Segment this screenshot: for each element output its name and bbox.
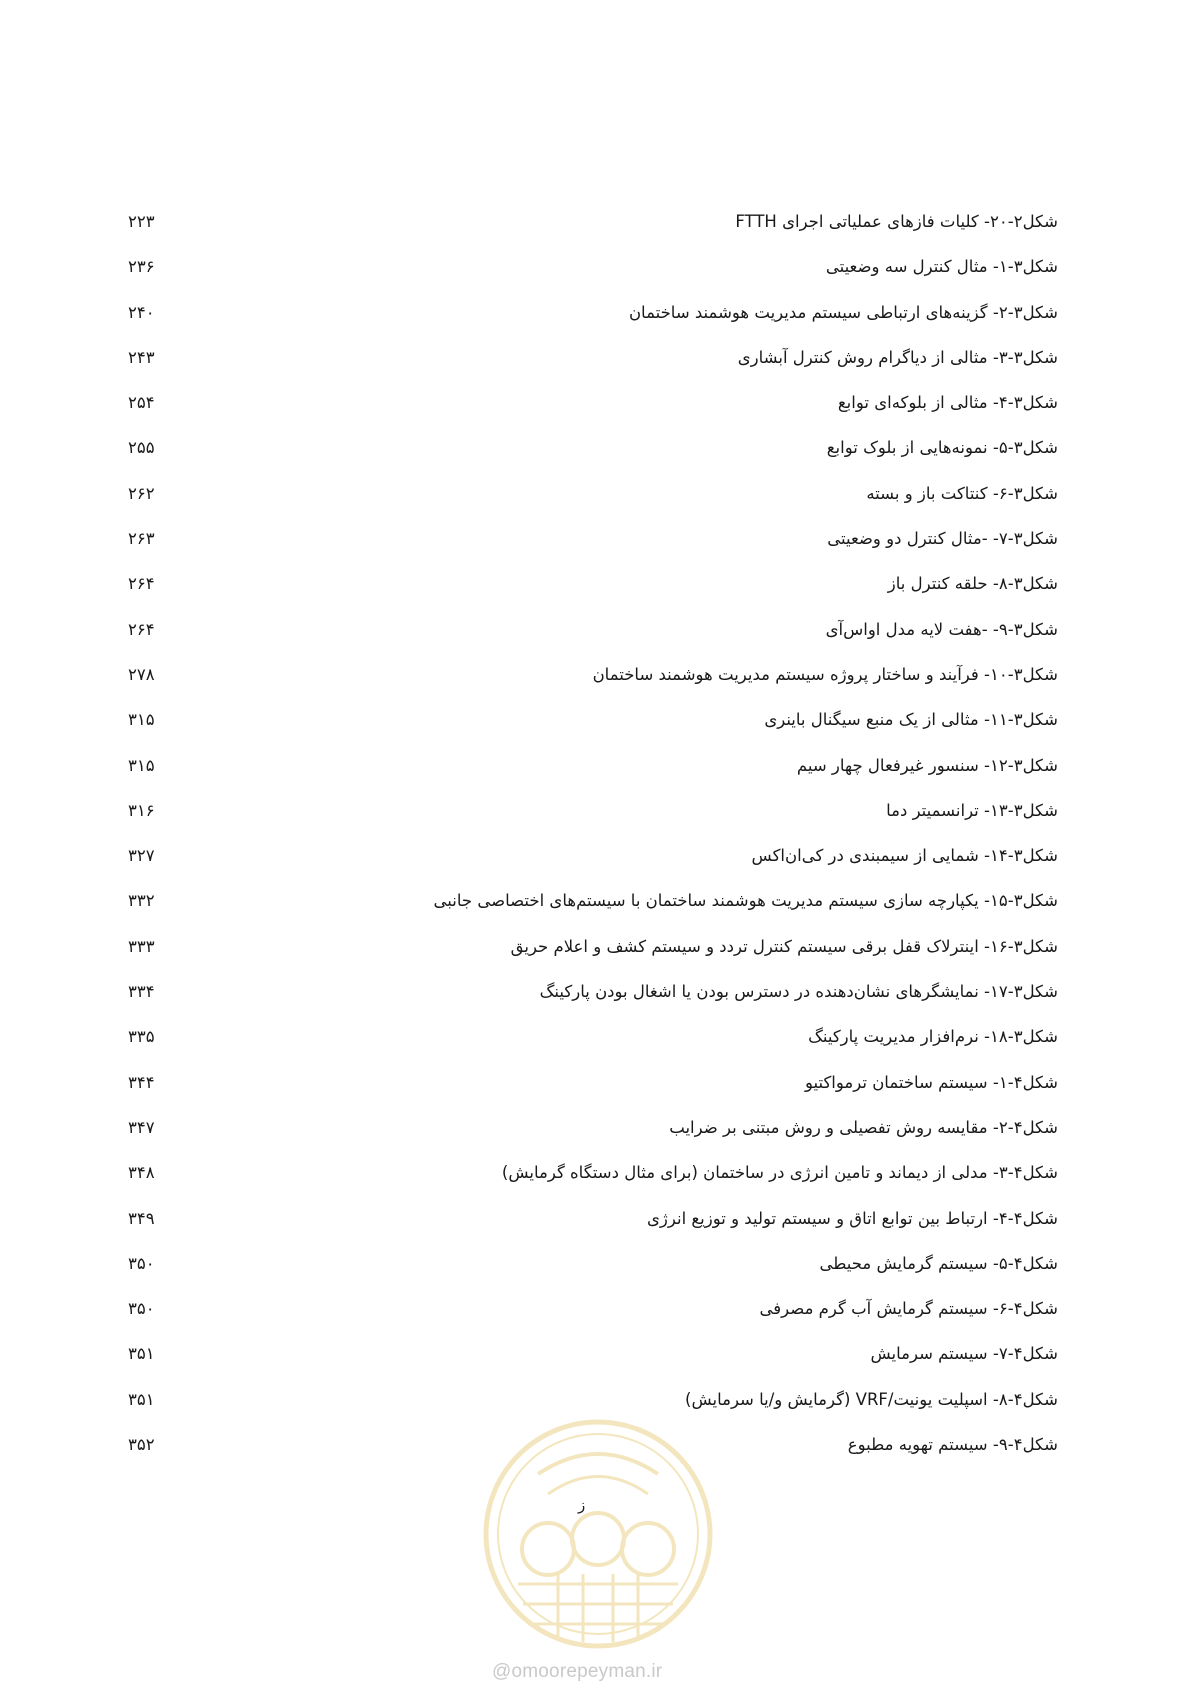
toc-page-number: ۳۱۶ xyxy=(128,800,155,820)
toc-page-number: ۳۳۲ xyxy=(128,891,155,911)
toc-row xyxy=(128,528,1058,573)
toc-page-number: ۲۴۰ xyxy=(128,302,155,322)
watermark-url: @omoorepeyman.ir xyxy=(492,1661,663,1682)
toc-page-number: ۳۱۵ xyxy=(128,710,155,730)
toc-row xyxy=(128,437,1058,482)
toc-title: شکل۳-۹- -هفت لایه مدل اواس‌آی xyxy=(825,619,1058,639)
toc-title: شکل۳-۱۸- نرم‌افزار مدیریت پارکینگ xyxy=(808,1027,1058,1047)
toc-title: شکل۲-۲۰- کلیات فازهای عملیاتی اجرای FTTH xyxy=(735,212,1058,231)
toc-page-number: ۲۵۴ xyxy=(128,393,155,413)
toc-row xyxy=(128,392,1058,437)
toc-page-number: ۳۳۴ xyxy=(128,982,155,1002)
toc-page-number: ۲۶۳ xyxy=(128,529,155,549)
toc-row xyxy=(128,845,1058,890)
watermark-logo xyxy=(478,1414,718,1654)
toc-title: شکل۴-۳- مدلی از دیماند و تامین انرژی در ساختمان (برای مثال دستگاه گرمایش) xyxy=(501,1163,1058,1183)
toc-title: شکل۴-۵- سیستم گرمایش محیطی xyxy=(819,1253,1058,1273)
toc-page-number: ۲۶۴ xyxy=(128,574,155,594)
toc-title: شکل۳-۱۷- نمایشگرهای نشان‌دهنده در دسترس بودن یا اشغال بودن پارکینگ xyxy=(539,982,1058,1002)
toc-title: شکل۳-۱۴- شمایی از سیمبندی در کی‌ان‌اکس xyxy=(751,846,1058,866)
toc-row xyxy=(128,664,1058,709)
toc-title: شکل۴-۷- سیستم سرمایش xyxy=(870,1344,1058,1364)
toc-row xyxy=(128,800,1058,845)
toc-title: شکل۴-۱- سیستم ساختمان ترمواکتیو xyxy=(804,1072,1058,1092)
toc-row xyxy=(128,347,1058,392)
toc-row xyxy=(128,1253,1058,1298)
toc-page-number: ۳۵۲ xyxy=(128,1435,155,1455)
toc-page-number: ۲۵۵ xyxy=(128,438,155,458)
toc-title: شکل۴-۹- سیستم تهویه مطبوع xyxy=(847,1435,1058,1455)
toc-page-number: ۲۷۸ xyxy=(128,664,155,684)
toc-row xyxy=(128,1117,1058,1162)
toc-title: شکل۳-۶- کنتاکت باز و بسته xyxy=(866,483,1058,503)
toc-row xyxy=(128,1072,1058,1117)
toc-row xyxy=(128,981,1058,1026)
toc-title: شکل۳-۱۶- اینترلاک قفل برقی سیستم کنترل تردد و سیستم کشف و اعلام حریق xyxy=(510,936,1058,956)
toc-page-number: ۲۴۳ xyxy=(128,347,155,367)
page-number: ز xyxy=(578,1496,586,1514)
toc-page-number: ۳۴۸ xyxy=(128,1163,155,1183)
toc-page-number: ۲۳۶ xyxy=(128,257,155,277)
toc-title: شکل۳-۲- گزینه‌های ارتباطی سیستم مدیریت هوشمند ساختمان xyxy=(628,302,1058,322)
toc-title: شکل۴-۲- مقایسه روش تفصیلی و روش مبتنی بر ضرایب xyxy=(669,1117,1058,1137)
toc-page-number: ۳۵۱ xyxy=(128,1389,155,1409)
toc-page-number: ۲۲۳ xyxy=(128,212,155,231)
toc-title: شکل۳-۳- مثالی از دیاگرام روش کنترل آبشاری xyxy=(737,347,1058,367)
toc-row xyxy=(128,1298,1058,1343)
toc-title: شکل۴-۶- سیستم گرمایش آب گرم مصرفی xyxy=(759,1299,1058,1319)
toc-title: شکل۳-۴- مثالی از بلوکه‌ای توابع xyxy=(837,393,1058,413)
toc-row xyxy=(128,755,1058,800)
toc-title: شکل۳-۱۳- ترانسمیتر دما xyxy=(886,800,1058,820)
toc-row xyxy=(128,936,1058,981)
toc-page-number: ۳۳۵ xyxy=(128,1027,155,1047)
toc-title: شکل۳-۱- مثال کنترل سه وضعیتی xyxy=(825,257,1058,277)
toc-row xyxy=(128,211,1058,256)
toc-row xyxy=(128,1208,1058,1253)
toc-row xyxy=(128,483,1058,528)
toc-page-number: ۳۵۰ xyxy=(128,1253,155,1273)
toc-row xyxy=(128,709,1058,754)
toc-row xyxy=(128,1162,1058,1207)
toc-row xyxy=(128,1026,1058,1071)
toc-title: شکل۴-۴- ارتباط بین توابع اتاق و سیستم تولید و توزیع انرژی xyxy=(646,1208,1058,1228)
toc-row xyxy=(128,573,1058,618)
toc-page-number: ۳۲۷ xyxy=(128,846,155,866)
toc-page-number: ۳۴۴ xyxy=(128,1072,155,1092)
toc-title: شکل۳-۸- حلقه کنترل باز xyxy=(887,574,1058,594)
toc-title: شکل۳-۱۰- فرآیند و ساختار پروژه سیستم مدیریت هوشمند ساختمان xyxy=(592,664,1058,684)
toc-row xyxy=(128,890,1058,935)
toc-page-number: ۲۶۴ xyxy=(128,619,155,639)
toc-title: شکل۳-۵- نمونه‌هایی از بلوک توابع xyxy=(826,438,1058,458)
toc-page-number: ۳۱۵ xyxy=(128,755,155,775)
toc-title: شکل۴-۸- اسپلیت یونیت/VRF (گرمایش و/یا سرمایش) xyxy=(685,1389,1058,1409)
toc-page-number: ۳۵۰ xyxy=(128,1299,155,1319)
toc-page-number: ۳۴۷ xyxy=(128,1117,155,1137)
toc-page-number: ۳۳۳ xyxy=(128,936,155,956)
table-of-figures xyxy=(128,211,1058,1479)
toc-row xyxy=(128,302,1058,347)
toc-page-number: ۲۶۲ xyxy=(128,483,155,503)
toc-page-number: ۳۴۹ xyxy=(128,1208,155,1228)
toc-page-number: ۳۵۱ xyxy=(128,1344,155,1364)
toc-title: شکل۳-۱۵- یکپارچه سازی سیستم مدیریت هوشمند ساختمان با سیستم‌های اختصاصی جانبی xyxy=(433,891,1058,911)
toc-title: شکل۳-۱۲- سنسور غیرفعال چهار سیم xyxy=(796,755,1058,775)
toc-title: شکل۳-۷- -مثال کنترل دو وضعیتی xyxy=(827,529,1058,549)
toc-row xyxy=(128,1343,1058,1388)
toc-row xyxy=(128,619,1058,664)
toc-title: شکل۳-۱۱- مثالی از یک منبع سیگنال باینری xyxy=(764,710,1058,730)
toc-row xyxy=(128,256,1058,301)
